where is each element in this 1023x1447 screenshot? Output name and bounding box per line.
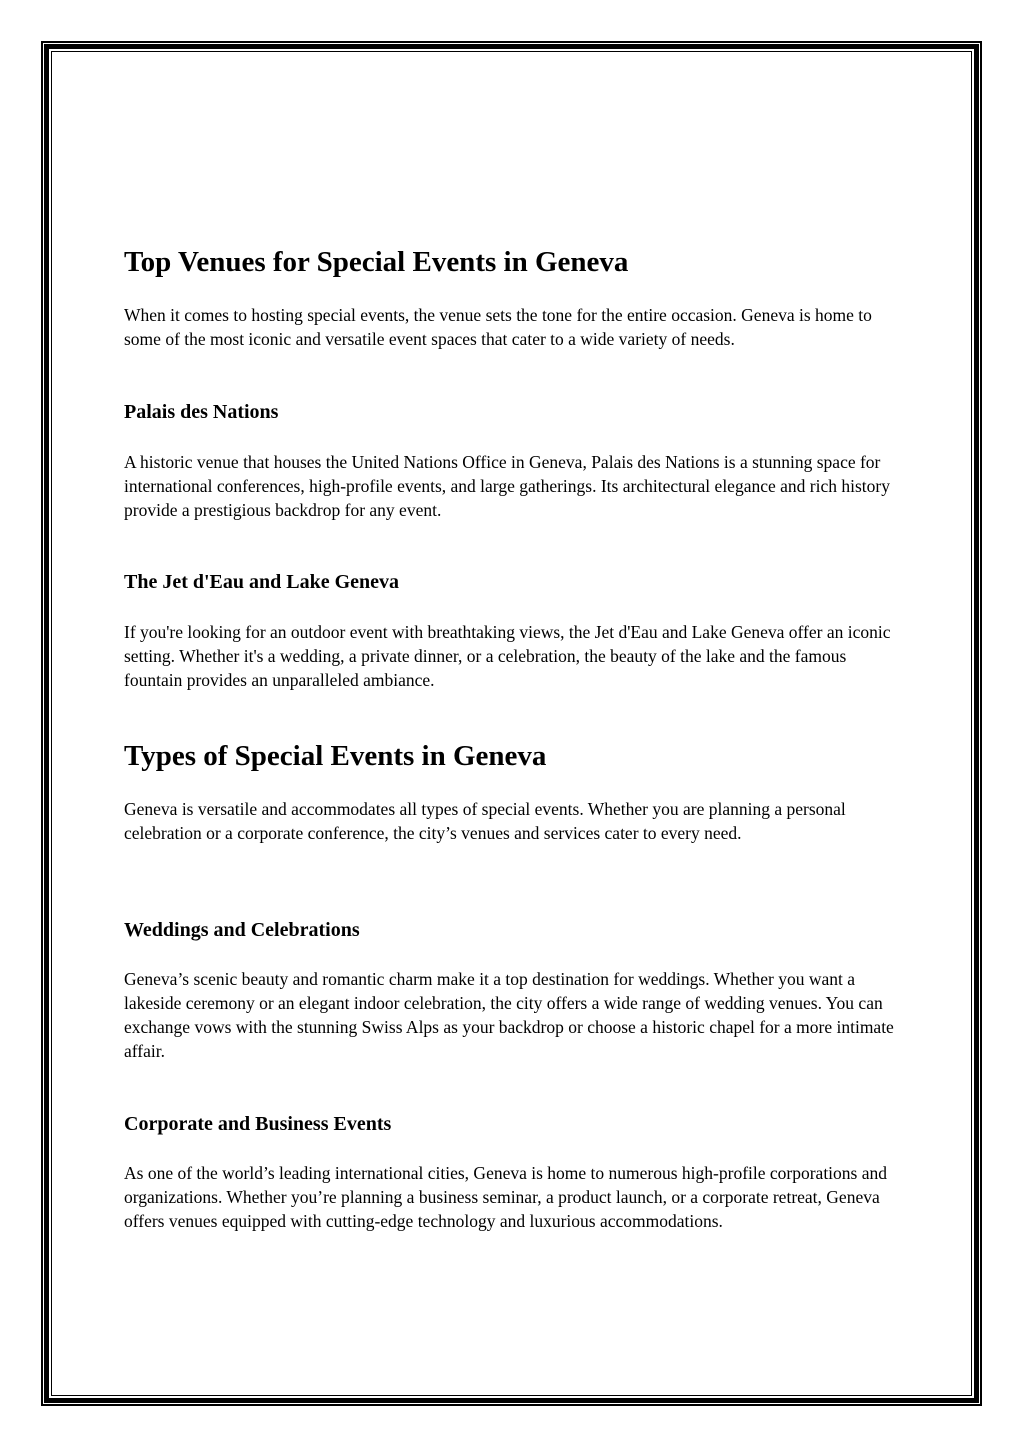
subheading-palais-des-nations: Palais des Nations [124, 401, 279, 423]
section-title-venues: Top Venues for Special Events in Geneva [124, 246, 629, 278]
subheading-weddings: Weddings and Celebrations [124, 919, 360, 941]
subheading-jet-deau: The Jet d'Eau and Lake Geneva [124, 571, 400, 593]
types-intro-paragraph: Geneva is versatile and accommodates all types of special events. Whether you are planning a personal celebration or a corporate conference, the city’s venues and services cater to every need. [124, 799, 846, 843]
weddings-paragraph: Geneva’s scenic beauty and romantic charm make it a top destination for weddings. Whether you want a lakeside ceremony or an elegant indoor celebration, the city offers a wide range of wedding venues. You can exchange vows with the stunning Swiss Alps as your backdrop or choose a historic chapel for a more intimate affair. [124, 969, 894, 1061]
jet-deau-paragraph: If you're looking for an outdoor event with breathtaking views, the Jet d'Eau and Lake Geneva offer an iconic setting. Whether it's a wedding, a private dinner, or a celebration, the beauty of the lake and the famous fountain provides an unparalleled ambiance. [124, 622, 891, 690]
venues-intro-paragraph: When it comes to hosting special events, the venue sets the tone for the entire occasion. Geneva is home to some of the most iconic and versatile event spaces that cater to a wide variety of needs. [124, 305, 872, 349]
corporate-paragraph: As one of the world’s leading international cities, Geneva is home to numerous high-profile corporations and organizations. Whether you’re planning a business seminar, a product launch, or a corporate retreat, Geneva offers venues equipped with cutting-edge technology and luxurious accommodations. [124, 1163, 888, 1231]
subheading-corporate: Corporate and Business Events [124, 1113, 392, 1135]
palais-paragraph: A historic venue that houses the United Nations Office in Geneva, Palais des Nations is a stunning space for international conferences, high-profile events, and large gatherings. Its architectural elegance and rich history provide a prestigious backdrop for any event. [124, 452, 890, 520]
section-title-types: Types of Special Events in Geneva [124, 740, 547, 772]
